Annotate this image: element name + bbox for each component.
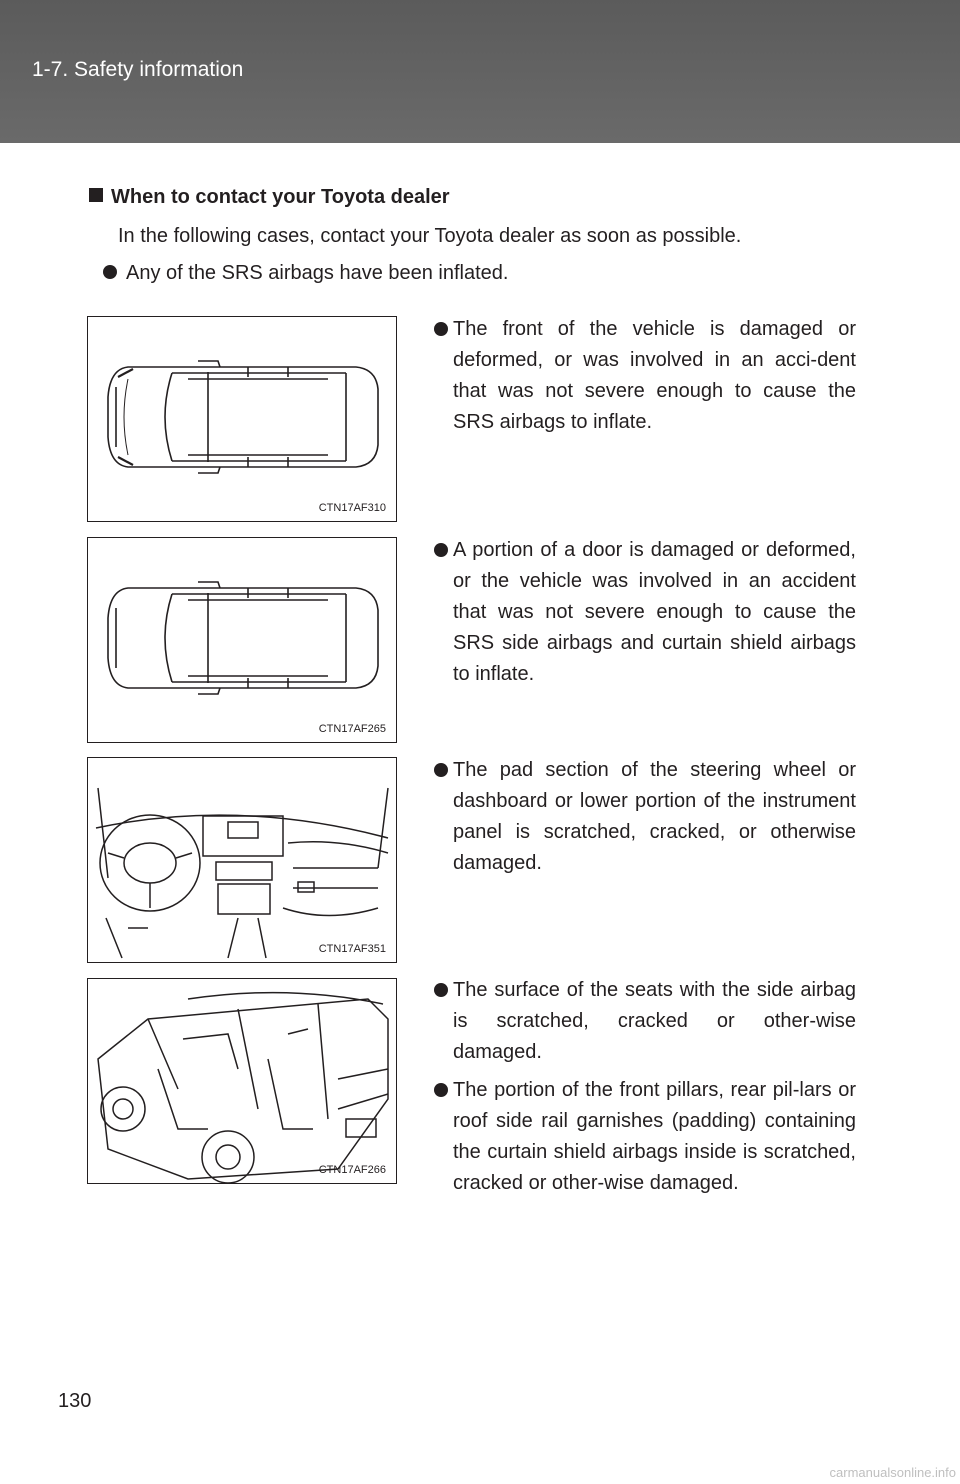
list-item bbox=[434, 314, 856, 438]
bullet-dot-icon bbox=[434, 543, 448, 557]
figure-code: CTN17AF310 bbox=[318, 502, 386, 514]
list-item-text: The portion of the front pillars, rear pil-lars or roof side rail garnishes (padding) containing the curtain shield airbags inside is scratched, cracked or other-wise damaged. bbox=[453, 1079, 856, 1194]
bullet-dot-icon bbox=[103, 265, 117, 279]
figure-car-front bbox=[87, 316, 397, 522]
figure-car-door bbox=[87, 537, 397, 743]
bullet-item-airbags-inflated bbox=[103, 262, 508, 285]
list-item-text: The pad section of the steering wheel or dashboard or lower portion of the instrument panel is scratched, cracked, or otherwise damaged. bbox=[453, 759, 856, 874]
page-number: 130 bbox=[58, 1390, 92, 1412]
bullet-dot-icon bbox=[434, 1083, 448, 1097]
square-bullet-icon bbox=[89, 188, 103, 202]
car-top-view-icon bbox=[88, 538, 398, 744]
list-item-text: A portion of a door is damaged or deformed, or the vehicle was involved in an accident that was not severe enough to cause the SRS side airbags and curtain shield airbags to inflate. bbox=[453, 539, 856, 685]
section-title: 1-7. Safety information bbox=[32, 58, 244, 81]
figure-dashboard bbox=[87, 757, 397, 963]
subsection-heading-text: When to contact your Toyota dealer bbox=[111, 186, 450, 208]
figure-code: CTN17AF265 bbox=[318, 723, 386, 735]
list-item bbox=[434, 1075, 856, 1199]
page-header bbox=[0, 0, 960, 143]
bullet-dot-icon bbox=[434, 983, 448, 997]
list-item bbox=[434, 975, 856, 1068]
figure-code: CTN17AF266 bbox=[318, 1164, 386, 1176]
subsection-heading bbox=[89, 186, 450, 209]
bullet-dot-icon bbox=[434, 763, 448, 777]
figure-car-interior bbox=[87, 978, 397, 1184]
watermark: carmanualsonline.info bbox=[829, 1465, 956, 1480]
list-item-text: The surface of the seats with the side airbag is scratched, cracked or other-wise damaged. bbox=[453, 979, 856, 1063]
bullet-text: Any of the SRS airbags have been inflated. bbox=[126, 262, 509, 284]
car-top-view-icon bbox=[88, 317, 398, 523]
intro-text: In the following cases, contact your Toyota dealer as soon as possible. bbox=[118, 225, 742, 247]
list-item-text: The front of the vehicle is damaged or deformed, or was involved in an acci-dent that was not severe enough to cause the SRS airbags to inflate. bbox=[453, 318, 856, 433]
list-item bbox=[434, 535, 856, 690]
car-interior-cutaway-icon bbox=[88, 979, 398, 1185]
figure-code: CTN17AF351 bbox=[318, 943, 386, 955]
bullet-dot-icon bbox=[434, 322, 448, 336]
dashboard-icon bbox=[88, 758, 398, 964]
list-item bbox=[434, 755, 856, 879]
